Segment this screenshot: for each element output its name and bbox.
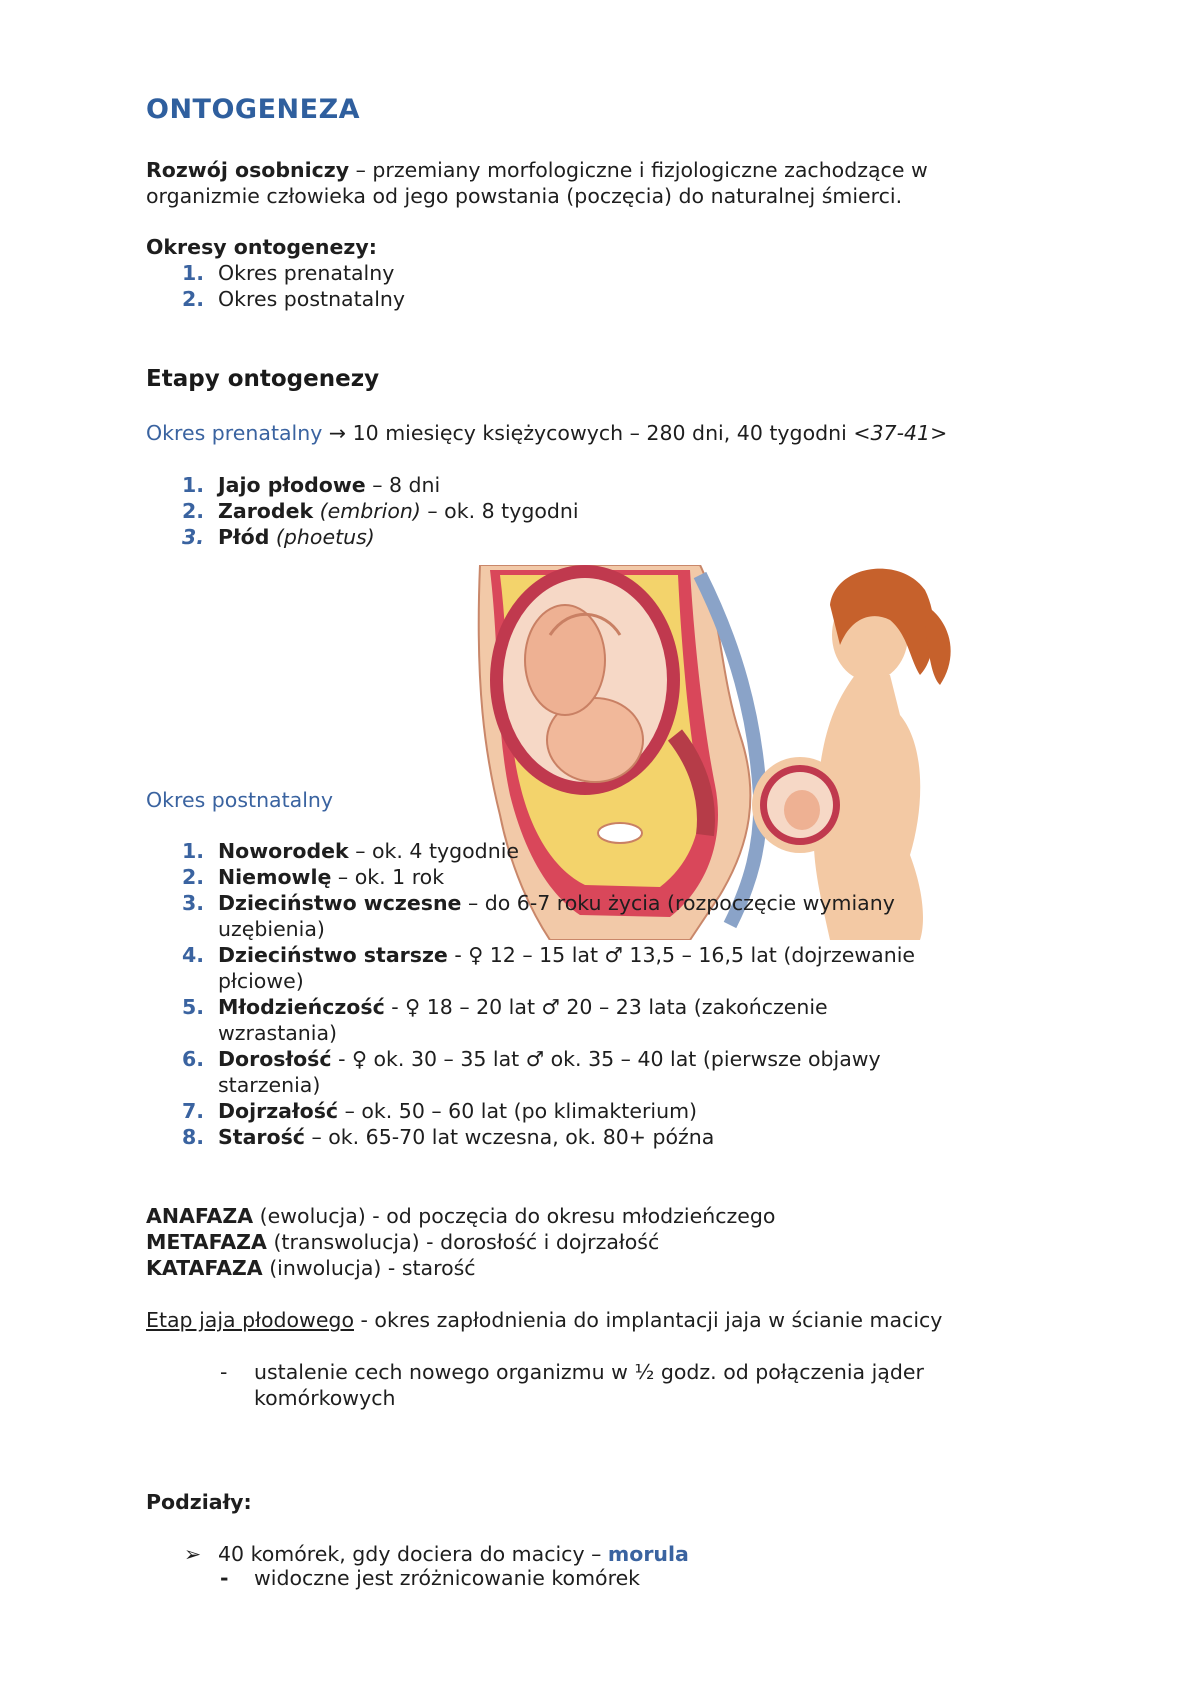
phase-line: METAFAZA (transwolucja) - dorosłość i dojrzałość xyxy=(146,1230,660,1254)
page-title: ONTOGENEZA xyxy=(146,94,361,125)
postnatal-item: 5. Młodzieńczość - ♀ 18 – 20 lat ♂ 20 – 23 lata (zakończenie xyxy=(182,995,828,1019)
pregnancy-anatomy-illustration-icon xyxy=(470,565,990,940)
postnatal-item: 2. Niemowlę – ok. 1 rok xyxy=(182,865,445,889)
definition-text-1: – przemiany morfologiczne i fizjologiczne zachodzące w xyxy=(349,158,928,182)
arrow-bullet-icon: ➢ xyxy=(184,1542,202,1566)
periods-item: 2. Okres postnatalny xyxy=(182,287,406,311)
egg-stage-bullet-2: komórkowych xyxy=(254,1386,396,1410)
prenatal-item: 3. Płód (phoetus) xyxy=(182,525,375,549)
postnatal-item-cont: wzrastania) xyxy=(218,1021,338,1045)
egg-stage-line: Etap jaja płodowego - okres zapłodnienia do implantacji jaja w ścianie macicy xyxy=(146,1308,943,1332)
periods-item: 1. Okres prenatalny xyxy=(182,261,395,285)
divisions-heading: Podziały: xyxy=(146,1490,252,1514)
definition-term: Rozwój osobniczy xyxy=(146,158,350,182)
divisions-item: 40 komórek, gdy dociera do macicy – morula xyxy=(218,1542,689,1566)
egg-stage-bullet-1: ustalenie cech nowego organizmu w ½ godz. od połączenia jąder xyxy=(254,1360,924,1384)
divisions-subitem: widoczne jest zróżnicowanie komórek xyxy=(254,1566,641,1590)
postnatal-item: 4. Dzieciństwo starsze - ♀ 12 – 15 lat ♂ 13,5 – 16,5 lat (dojrzewanie xyxy=(182,943,916,967)
postnatal-item: 1. Noworodek – ok. 4 tygodnie xyxy=(182,839,519,863)
definition-text-2: organizmie człowieka od jego powstania (poczęcia) do naturalnej śmierci. xyxy=(146,184,903,208)
postnatal-item: 6. Dorosłość - ♀ ok. 30 – 35 lat ♂ ok. 35 – 40 lat (pierwsze objawy xyxy=(182,1047,881,1071)
definition-line-1 xyxy=(146,157,928,183)
prenatal-item: 2. Zarodek (embrion) – ok. 8 tygodni xyxy=(182,499,579,523)
phase-line: ANAFAZA (ewolucja) - od poczęcia do okresu młodzieńczego xyxy=(146,1204,776,1228)
morula-term: morula xyxy=(607,1542,689,1566)
arrow-icon: → xyxy=(328,421,347,445)
stages-heading: Etapy ontogenezy xyxy=(146,366,380,392)
prenatal-label: Okres prenatalny xyxy=(146,421,323,445)
sub-bullet-dash: - xyxy=(220,1566,229,1590)
prenatal-item: 1. Jajo płodowe – 8 dni xyxy=(182,473,441,497)
postnatal-item-cont: starzenia) xyxy=(218,1073,321,1097)
bullet-dash: - xyxy=(220,1360,228,1384)
egg-stage-label: Etap jaja płodowego xyxy=(146,1308,354,1332)
postnatal-item-cont: płciowe) xyxy=(218,969,304,993)
postnatal-item: 3. Dzieciństwo wczesne – do 6-7 roku życia (rozpoczęcie wymiany xyxy=(182,891,895,915)
postnatal-item-cont: uzębienia) xyxy=(218,917,325,941)
prenatal-line: Okres prenatalny → 10 miesięcy księżycowych – 280 dni, 40 tygodni <37-41> xyxy=(146,421,948,445)
postnatal-item: 7. Dojrzałość – ok. 50 – 60 lat (po klimakterium) xyxy=(182,1099,698,1123)
postnatal-item: 8. Starość – ok. 65-70 lat wczesna, ok. 80+ późna xyxy=(182,1125,715,1149)
phase-line: KATAFAZA (inwolucja) - starość xyxy=(146,1256,476,1280)
periods-heading: Okresy ontogenezy: xyxy=(146,235,377,259)
postnatal-label: Okres postnatalny xyxy=(146,788,334,812)
